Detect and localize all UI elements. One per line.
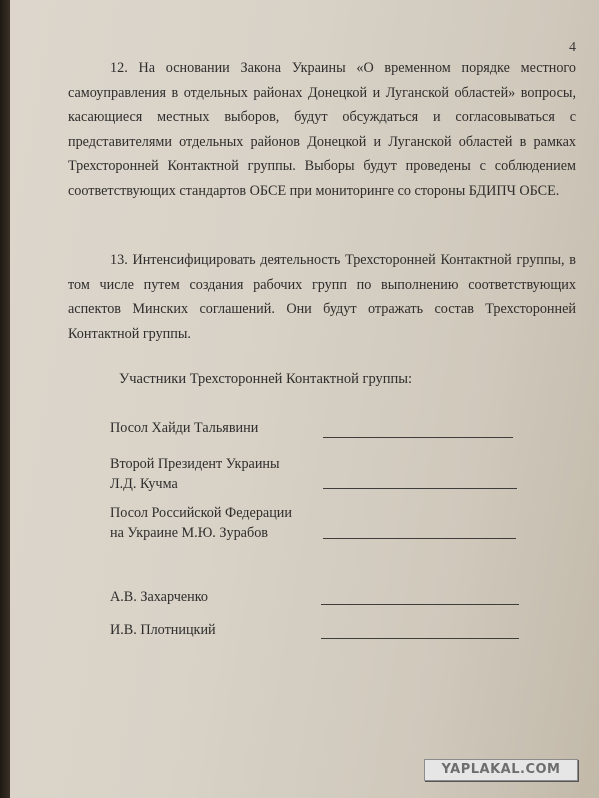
signatory-name-5 [110, 620, 340, 640]
signatory-name-2 [110, 454, 340, 494]
signature-line-2 [323, 488, 517, 489]
signatory-3-line2: на Украине М.Ю. Зурабов [110, 525, 268, 541]
signatory-2-line2: Л.Д. Кучма [110, 476, 178, 492]
signatory-2-line1: Второй Президент Украины [110, 456, 280, 472]
signatory-3-line1: Посол Российской Федерации [110, 505, 292, 521]
signatures-title: Участники Трехсторонней Контактной группы: [119, 371, 413, 387]
document-page [10, 0, 599, 798]
signatory-5-line1: И.В. Плотницкий [110, 622, 216, 638]
paragraph-12: 12. На основании Закона Украины «О временном порядке местного самоуправления в отдельных районах Донецкой и Луганской областей» вопросы, касающиеся местных выборов, будут обсуждаться и согласовываться с представителями отдельных районов Донецкой и Луганской областей в рамках Трехсторонней Контактной группы. Выборы будут проведены с соблюдением соответствующих стандартов ОБСЕ при мониторинге со стороны БДИПЧ ОБСЕ. [68, 60, 576, 199]
signature-line-5 [321, 638, 519, 639]
paragraph-13: 13. Интенсифицировать деятельность Трехсторонней Контактной группы, в том числе путем создания рабочих групп по выполнению соответствующих аспектов Минских соглашений. Они будут отражать состав Трехсторонней Контактной группы. [68, 252, 576, 342]
signatory-name-1 [110, 418, 340, 438]
page-number: 4 [569, 40, 576, 55]
signatory-name-3 [110, 503, 340, 543]
signature-line-3 [323, 538, 516, 539]
signature-line-4 [321, 604, 519, 605]
desk-shadow-edge [0, 0, 10, 798]
signatory-1-line1: Посол Хайди Тальявини [110, 420, 259, 436]
watermark-badge: YAPLAKAL.COM [424, 759, 578, 781]
signatory-4-line1: А.В. Захарченко [110, 589, 208, 605]
signatory-name-4 [110, 587, 340, 607]
signature-line-1 [323, 437, 513, 438]
